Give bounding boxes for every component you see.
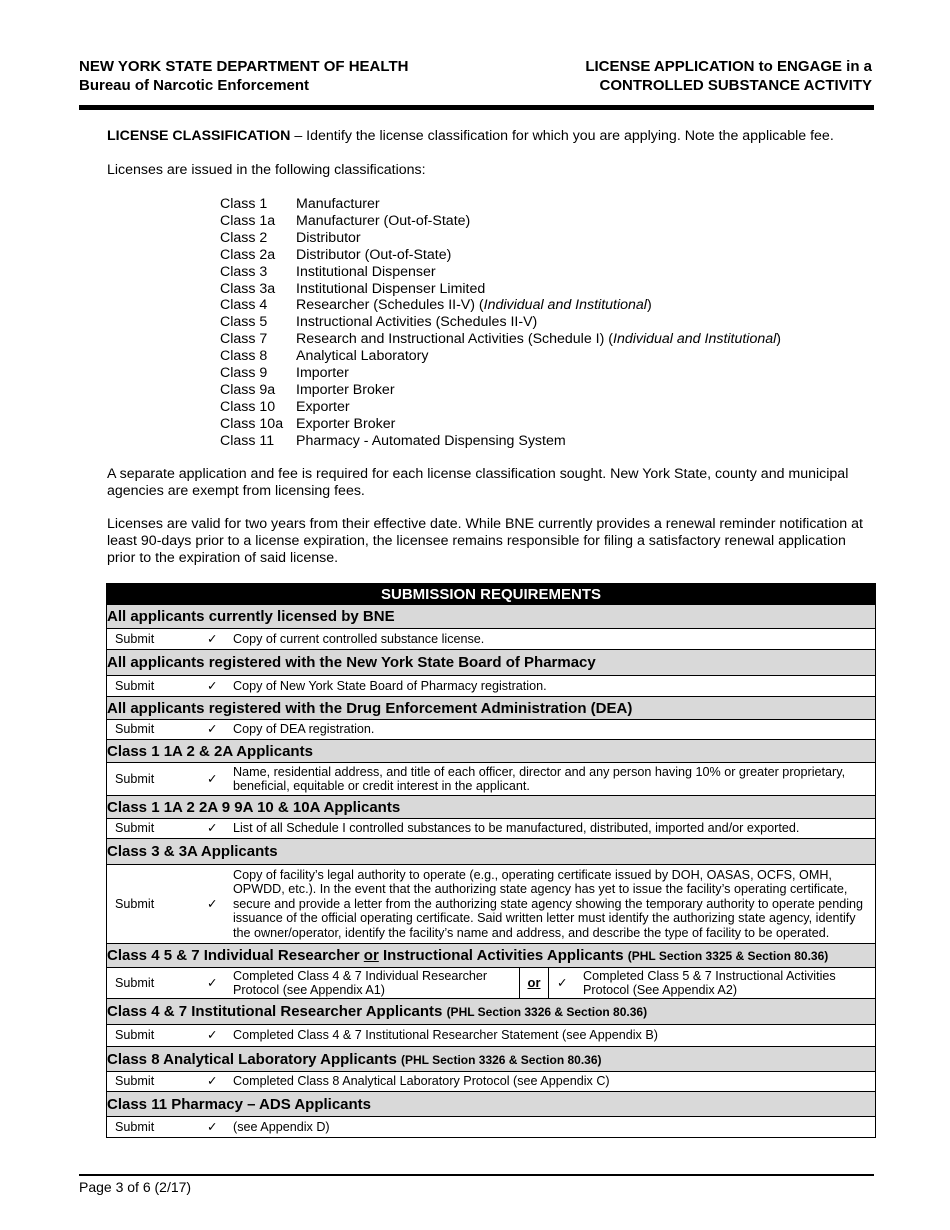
class-desc: Institutional Dispenser (296, 263, 436, 280)
section-title-or: or (363, 947, 379, 964)
requirement-text: Completed Class 8 Analytical Laboratory Protocol (see Appendix C) (233, 1074, 610, 1089)
section-header (107, 740, 876, 763)
submit-label: Submit (115, 821, 155, 836)
statute-reference: (PHL Section 3326 & Section 80.36) (446, 1005, 648, 1019)
class-code: Class 5 (220, 314, 268, 331)
submit-label: Submit (115, 1119, 155, 1134)
class-code: Class 1 (220, 196, 268, 212)
section-header (107, 944, 876, 968)
class-list (220, 196, 781, 450)
section-title: All applicants registered with the Drug Enforcement Administration (DEA) (107, 697, 876, 720)
requirement-row (107, 819, 876, 839)
section-header (107, 1092, 876, 1117)
or-separator: or (519, 968, 549, 998)
section-title: Class 4 & 7 Institutional Researcher Applicants (107, 1003, 447, 1020)
requirement-text: Copy of current controlled substance license. (233, 631, 485, 646)
checkmark-icon: ✓ (207, 678, 218, 693)
class-desc: Instructional Activities (Schedules II-V) (296, 314, 538, 331)
agency-block (79, 57, 408, 95)
class-desc: Research and Instructional Activities (Schedule I) ( (296, 331, 614, 348)
table-title: SUBMISSION REQUIREMENTS (107, 584, 876, 605)
class-row (220, 230, 781, 247)
submission-requirements-table (106, 583, 876, 1138)
license-classification-text: – Identify the license classification for which you are applying. Note the applicable fee. (290, 128, 834, 144)
statute-reference: (PHL Section 3326 & Section 80.36) (400, 1052, 602, 1067)
form-title-block (585, 57, 872, 95)
requirement-row (107, 763, 876, 796)
requirement-row (107, 865, 876, 944)
checkmark-icon: ✓ (207, 821, 218, 836)
section-header (107, 839, 876, 865)
statute-reference: (PHL Section 3325 & Section 80.36) (627, 949, 829, 963)
class-desc: Exporter Broker (296, 415, 396, 432)
section-title: Class 1 1A 2 & 2A Applicants (107, 740, 876, 763)
class-desc: Manufacturer (296, 196, 380, 212)
class-desc: Distributor (Out-of-State) (296, 246, 452, 263)
class-desc: Institutional Dispenser Limited (296, 280, 486, 297)
section-header (107, 650, 876, 676)
class-code: Class 2a (220, 246, 276, 263)
requirement-text: Completed Class 4 & 7 Institutional Researcher Statement (see Appendix B) (233, 1028, 658, 1043)
section-title: Class 1 1A 2 2A 9 9A 10 & 10A Applicants (107, 796, 876, 819)
class-desc-emphasis: Individual and Institutional (483, 297, 647, 314)
header-rule (79, 105, 874, 110)
checkmark-icon: ✓ (207, 896, 218, 911)
section-title: Class 11 Pharmacy – ADS Applicants (107, 1092, 876, 1117)
requirement-row (107, 1025, 876, 1047)
section-header (107, 796, 876, 819)
separate-fee-note: A separate application and fee is required for each license classification sought. New York State, county and municipal agencies are exempt from licensing fees. (107, 466, 849, 499)
class-row (220, 433, 781, 450)
class-code: Class 10a (220, 415, 284, 432)
class-row: Class 7 Research and Instructional Activities (Schedule I) (Individual and Institutional) (220, 331, 782, 348)
class-code: Class 10 (220, 398, 276, 415)
submit-label: Submit (115, 975, 155, 990)
class-row (220, 247, 781, 264)
submit-label: Submit (115, 771, 155, 786)
form-title-line1: LICENSE APPLICATION to ENGAGE in a (585, 58, 872, 75)
table-title-row (107, 584, 876, 605)
page-number: Page 3 of 6 (2/17) (79, 1179, 192, 1195)
checkmark-icon: ✓ (557, 975, 568, 990)
license-classification-intro (107, 128, 877, 145)
class-row (220, 264, 781, 281)
checkmark-icon: ✓ (207, 975, 218, 990)
class-code: Class 1a (220, 212, 276, 229)
requirement-text: Copy of New York State Board of Pharmacy registration. (233, 678, 547, 693)
class-desc-emphasis: Individual and Institutional (613, 331, 777, 348)
class-desc: Researcher (Schedules II-V) ( (296, 297, 484, 314)
class-desc: Importer Broker (296, 381, 395, 398)
requirement-row (107, 1117, 876, 1138)
class-code: Class 4 (220, 297, 268, 314)
class-code: Class 3a (220, 280, 276, 297)
class-row (220, 314, 781, 331)
class-code: Class 11 (220, 432, 275, 449)
page-header (79, 57, 872, 95)
section-title: All applicants currently licensed by BNE (107, 605, 876, 629)
class-row: Class 4 Researcher (Schedules II-V) (Individual and Institutional) (220, 297, 652, 314)
requirement-text: (see Appendix D) (233, 1119, 330, 1134)
section-title-cont: Instructional Activities Applicants (378, 947, 628, 964)
checkmark-icon: ✓ (207, 722, 218, 737)
section-header (107, 605, 876, 629)
requirement-row (107, 629, 876, 650)
requirement-text: Completed Class 4 & 7 Individual Researcher Protocol (see Appendix A1) (233, 968, 488, 997)
agency-name: NEW YORK STATE DEPARTMENT OF HEALTH (79, 58, 409, 75)
class-desc: Exporter (296, 398, 350, 415)
class-code: Class 3 (220, 263, 268, 280)
section-header (107, 1047, 876, 1072)
validity-note: Licenses are valid for two years from their effective date. While BNE currently provides a renewal reminder notification at least 90-days prior to a license expiration, the licensee remains responsible for filing a satisfactory renewal application prior to the expiration of said license. (107, 516, 863, 566)
bureau-name: Bureau of Narcotic Enforcement (79, 77, 310, 94)
class-desc: Pharmacy - Automated Dispensing System (296, 432, 566, 449)
submit-label: Submit (115, 631, 155, 646)
class-code: Class 7 (220, 331, 268, 348)
class-desc: Distributor (296, 229, 361, 246)
class-row (220, 416, 781, 433)
class-row (220, 196, 781, 213)
class-code: Class 9 (220, 365, 268, 382)
section-title: Class 3 & 3A Applicants (107, 839, 876, 865)
class-row (220, 213, 781, 230)
class-row (220, 348, 781, 365)
class-desc: Importer (296, 365, 349, 382)
submit-label: Submit (115, 896, 155, 911)
requirement-text: Completed Class 5 & 7 Instructional Activities Protocol (See Appendix A2) (583, 968, 836, 997)
checkmark-icon: ✓ (207, 1074, 218, 1089)
checkmark-icon: ✓ (207, 771, 218, 786)
section-title: All applicants registered with the New York State Board of Pharmacy (107, 650, 876, 676)
submit-label: Submit (115, 722, 155, 737)
class-row (220, 281, 781, 298)
submit-label: Submit (115, 1074, 155, 1089)
section-title: Class 4 5 & 7 Individual Researcher (107, 947, 364, 964)
requirement-text: Name, residential address, and title of each officer, director and any person having 10% or greater proprietary, beneficial, equitable or credit interest in the applicant. (233, 764, 846, 793)
license-classification-heading: LICENSE CLASSIFICATION (107, 128, 291, 144)
class-code: Class 9a (220, 381, 276, 398)
requirement-row (107, 676, 876, 697)
requirement-row (107, 968, 876, 999)
issued-note: Licenses are issued in the following classifications: (107, 162, 426, 178)
section-header (107, 999, 876, 1025)
class-row (220, 382, 781, 399)
class-code: Class 2 (220, 229, 268, 246)
footer-rule (79, 1174, 874, 1176)
checkmark-icon: ✓ (207, 631, 218, 646)
requirement-text: List of all Schedule I controlled substances to be manufactured, distributed, imported and/or exported. (233, 821, 800, 836)
requirement-text: Copy of facility’s legal authority to operate (e.g., operating certificate issued by DOH, OASAS, OCFS, OMH, OPWDD, etc.). In the event that the authorizing state agency has yet to issue the facility’s operating certificate, secure and provide a letter from the authorizing state agency showing the temporary authority to operate pending issuance of the official operating certificate. Said written letter must identify the authorizing state agency, identify the owner/operator, identify the facility’s name and address, and describe the type of facility to be operated. (233, 867, 864, 940)
submit-label: Submit (115, 1028, 155, 1043)
class-code: Class 8 (220, 348, 268, 365)
class-row (220, 365, 781, 382)
class-desc: Manufacturer (Out-of-State) (296, 212, 471, 229)
requirement-row (107, 720, 876, 740)
checkmark-icon: ✓ (207, 1119, 218, 1134)
requirement-row (107, 1072, 876, 1092)
section-title: Class 8 Analytical Laboratory Applicants (107, 1050, 401, 1068)
class-desc: Analytical Laboratory (296, 348, 429, 365)
submit-label: Submit (115, 678, 155, 693)
form-title-line2: CONTROLLED SUBSTANCE ACTIVITY (599, 77, 872, 94)
section-header (107, 697, 876, 720)
requirement-text: Copy of DEA registration. (233, 722, 375, 737)
class-row (220, 399, 781, 416)
checkmark-icon: ✓ (207, 1028, 218, 1043)
